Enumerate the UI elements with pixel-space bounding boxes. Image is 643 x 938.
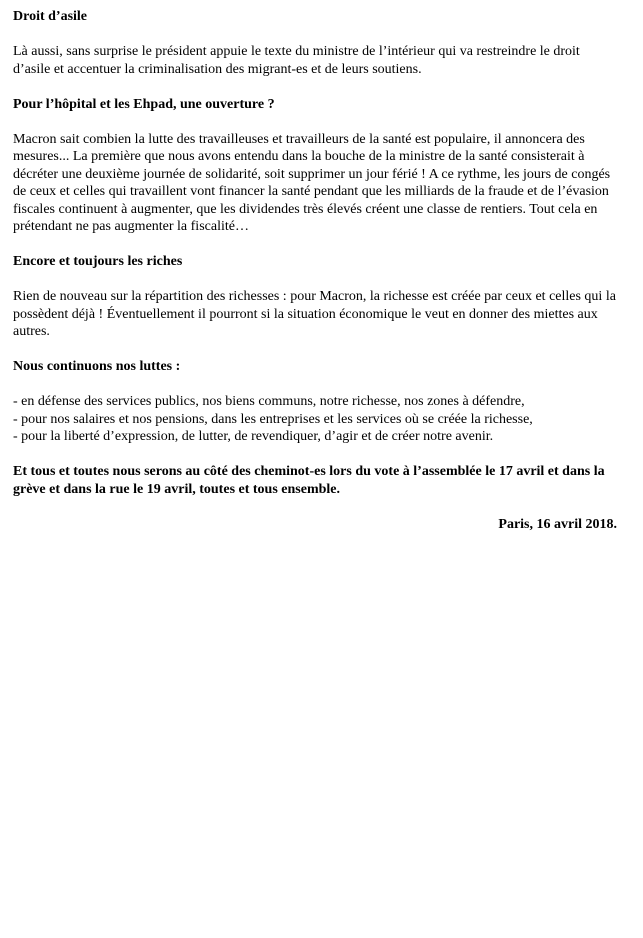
section-heading-droit-asile: Droit d’asile <box>13 9 88 24</box>
paragraph-droit-asile: Là aussi, sans surprise le président appuie le texte du ministre de l’intérieur qui va restreindre le droit d’asile et accentuer la criminalisation des migrant-es et de leurs soutiens. <box>13 44 580 77</box>
date-signoff: Paris, 16 avril 2018. <box>498 516 617 532</box>
list-item-liberte-expression: - pour la liberté d’expression, de lutter, de revendiquer, d’agir et de créer notre avenir. <box>13 429 494 444</box>
paragraph-hopital-ehpad: Macron sait combien la lutte des travailleuses et travailleurs de la santé est populaire, il annoncera des mesures... La première que nous avons entendu dans la bouche de la ministre de la santé consisterait à décréter une deuxième journée de solidarité, soit supprimer un jour férié ! A ce rythme, les jours de congés de ceux et celles qui travaillent vont financer la santé pendant que les milliards de la fraude et de l’évasion fiscales continuent à augmenter, que les dividendes très élevés créent une classe de rentiers. Tout cela en prétendant ne pas augmenter la fiscalité… <box>13 131 611 234</box>
section-heading-riches: Encore et toujours les riches <box>13 254 183 269</box>
luttes-list <box>13 393 617 446</box>
section-heading-hopital-ehpad: Pour l’hôpital et les Ehpad, une ouverture ? <box>13 96 275 112</box>
section-heading-luttes: Nous continuons nos luttes : <box>13 359 181 374</box>
list-item-services-publics: - en défense des services publics, nos biens communs, notre richesse, nos zones à défendre, <box>13 394 525 409</box>
paragraph-riches: Rien de nouveau sur la répartition des richesses : pour Macron, la richesse est créée par ceux et celles qui la possèdent déjà ! Éventuellement il pourront si la situation économique le veut en donner des miettes aux autres. <box>13 289 616 339</box>
paragraph-conclusion-cheminots: Et tous et toutes nous serons au côté des cheminot-es lors du vote à l’assemblée le 17 avril et dans la grève et dans la rue le 19 avril, toutes et tous ensemble. <box>13 464 605 497</box>
list-item-salaires-pensions: - pour nos salaires et nos pensions, dans les entreprises et les services où se créée la richesse, <box>13 411 533 427</box>
